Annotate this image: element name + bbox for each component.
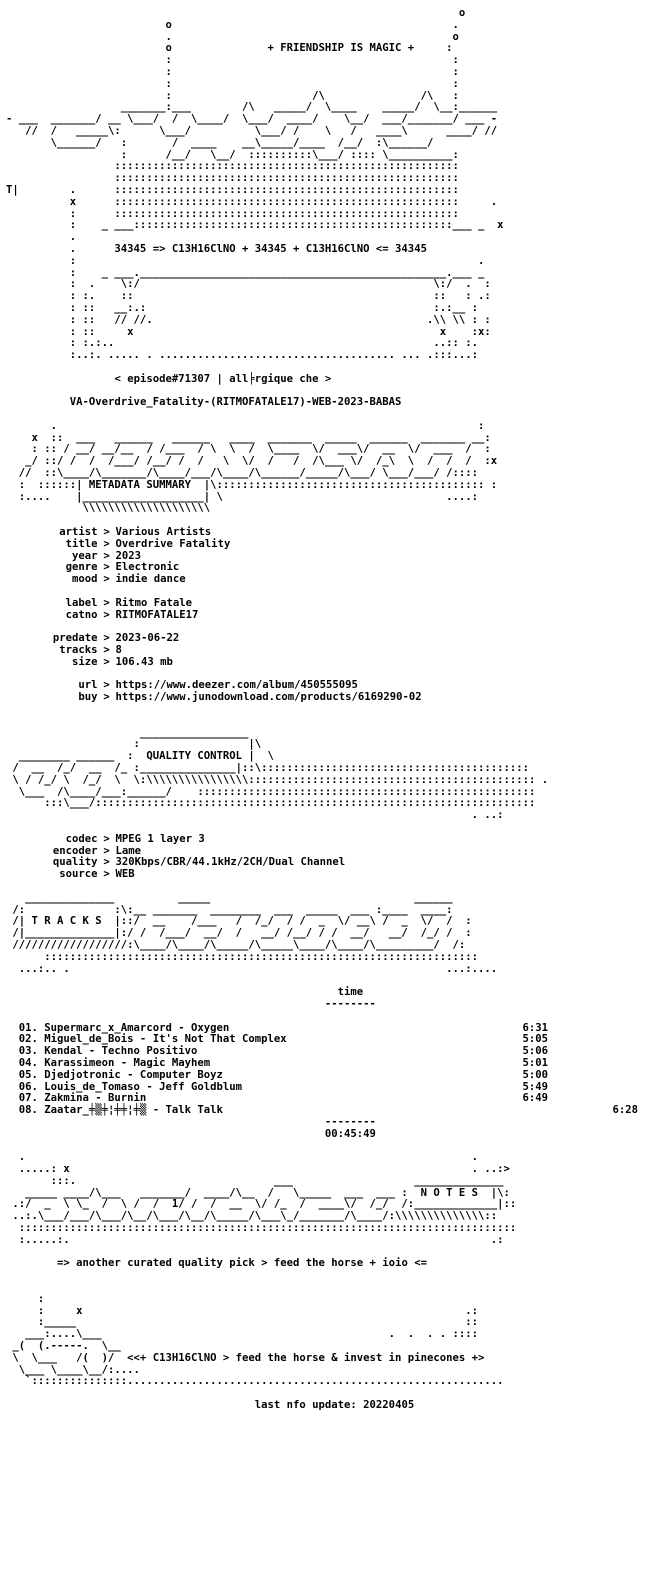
notes-art-line: ..:.\___/___/\___/\__/\___/\__/\_____/\___\_/_______/\____/:\\\\\\\\\\\\\\::	[6, 1210, 498, 1223]
track-title: 02. Miguel_de_Bois - It's Not That Complex	[6, 1033, 287, 1046]
banner-art	[6, 8, 658, 362]
banner-art-line: : :: __:.: :.:__ :	[6, 301, 478, 314]
track-row	[6, 1105, 658, 1117]
info-value: indie dance	[115, 573, 186, 586]
track-duration: 5:06	[522, 1045, 548, 1058]
metadata-art-line: _/ ::/ / / /___/ /__/ / / \ \/ / / /\___ \/ /_\ \ / / / :x	[6, 455, 498, 468]
info-value: 8	[115, 644, 122, 657]
info-value: 320Kbps/CBR/44.1kHz/2CH/Dual Channel	[115, 856, 346, 869]
info-value: 2023-06-22	[115, 632, 180, 645]
track-row	[6, 1070, 658, 1082]
info-separator: >	[103, 596, 110, 609]
info-separator: >	[103, 537, 110, 550]
info-key: size	[72, 655, 98, 668]
info-value: MPEG 1 layer 3	[115, 832, 205, 845]
metadata-art	[6, 421, 658, 515]
metadata-art-line: // ::\____/\_______/\____/___/\____/\______/_____/\___/ \___/___/ /::::	[6, 467, 478, 480]
notes-text: => another curated quality pick > feed the horse + ioio <=	[57, 1257, 427, 1270]
info-separator: >	[103, 644, 110, 657]
time-rule-text: --------	[324, 997, 376, 1010]
total-time-value: 00:45:49	[324, 1127, 376, 1140]
quality-art-line: : |\	[6, 738, 262, 751]
info-value: Overdrive Fatality	[115, 537, 231, 550]
banner-art-line: : :	[6, 65, 459, 78]
banner-art-line: : :	[6, 77, 459, 90]
banner-art-line: : :: // //. .\\ \\ : :	[6, 313, 491, 326]
footer-art	[6, 1294, 658, 1388]
info-separator: >	[103, 844, 110, 857]
notes-art-line: . .	[6, 1151, 478, 1164]
info-value: 2023	[115, 549, 142, 562]
track-duration: 5:01	[522, 1056, 548, 1069]
tracks-art-line: //////////////////:\____/\____/\_____/\_____\____/\____/\_________/ /:	[6, 938, 466, 951]
info-separator: >	[103, 526, 110, 539]
track-list	[6, 1023, 658, 1117]
info-key: buy	[78, 691, 98, 704]
quality-art-line: \___ /\____/___:______/ :::::::::::::::::::::::::::::::::::::::::::::::::::::	[6, 785, 536, 798]
track-duration: 5:49	[522, 1080, 548, 1093]
info-value: Lame	[115, 844, 142, 857]
quality-art-line: ________ ______ : QUALITY CONTROL | \	[6, 750, 274, 763]
banner-art-line: : :. :: :: : .:	[6, 290, 491, 303]
footer-art-line: : x .:	[6, 1304, 478, 1317]
track-title: 08. Zaatar_╪▒╪¦╪╪¦╪▒ - Talk Talk	[6, 1104, 223, 1117]
banner-art-line: : :.:.. ..:: :.	[6, 337, 478, 350]
notes-art-line: :::. ___ ______________	[6, 1174, 504, 1187]
banner-art-line: : /\ /\ :	[6, 89, 459, 102]
banner-art-line: . o	[6, 30, 459, 43]
banner-art-line: x :::::::::::::::::::::::::::::::::::::::::::::::::::::: .	[6, 195, 498, 208]
info-separator: >	[103, 832, 110, 845]
info-separator: >	[103, 608, 110, 621]
metadata-art-line: . :	[6, 419, 485, 432]
quality-art-line: :::\___/:::::::::::::::::::::::::::::::::::::::::::::::::::::::::::::::::::::	[6, 797, 536, 810]
track-title: 06. Louis_de_Tomaso - Jeff Goldblum	[6, 1080, 242, 1093]
info-separator: >	[103, 549, 110, 562]
info-row	[6, 574, 658, 586]
banner-art-line: : _ ___.________________________________________________.___ _	[6, 266, 485, 279]
banner-art-line: // / _____\: \___/ \___/ / \ / ____\ ____/ //	[6, 124, 498, 137]
footer-art-line: _( (.-----. \__	[6, 1340, 121, 1353]
info-key: mood	[72, 573, 98, 586]
quality-art-line: / __ /_/ __ /_ :_______________|::\::::::::::::::::::::::::::::::::::::::::::	[6, 762, 529, 774]
info-separator: >	[103, 561, 110, 574]
info-value: Electronic	[115, 561, 180, 574]
info-key: genre	[65, 561, 98, 574]
time-header-label: time	[337, 986, 364, 999]
info-row	[6, 610, 658, 622]
release-line	[6, 397, 658, 409]
info-row	[6, 598, 658, 610]
track-title: 05. Djedjotronic - Computer Boyz	[6, 1068, 223, 1081]
update-line	[6, 1400, 658, 1412]
metadata-art-line: : ::::::| METADATA SUMMARY |\:::::::::::::::::::::::::::::::::::::::::: :	[6, 478, 498, 491]
banner-art-line: ::::::::::::::::::::::::::::::::::::::::::::::::::::::	[6, 160, 459, 173]
info-key: source	[59, 868, 98, 881]
metadata-art-line: :.... |___________________| \ ....:	[6, 490, 478, 503]
track-duration: 5:00	[522, 1068, 548, 1081]
info-key: tracks	[59, 644, 98, 657]
track-duration: 6:28	[612, 1104, 638, 1117]
banner-art-line: T| . ::::::::::::::::::::::::::::::::::::::::::::::::::::::	[6, 183, 459, 196]
quality-art-line: . ..:	[6, 809, 504, 822]
notes-art-line: :.....:. .:	[6, 1233, 504, 1246]
metadata-art-line: \\\\\\\\\\\\\\\\\\\\	[6, 502, 211, 515]
footer-art-line: ___:....\___ . . . . ::::	[6, 1328, 478, 1341]
banner-art-line: .	[6, 231, 77, 244]
info-value[interactable]: https://www.deezer.com/album/450555095	[115, 679, 358, 692]
info-separator: >	[103, 655, 110, 668]
release-name: VA-Overdrive_Fatality-(RITMOFATALE17)-WEB-2023-BABAS	[69, 396, 402, 409]
info-separator: >	[103, 868, 110, 881]
track-duration: 6:31	[522, 1021, 548, 1034]
info-value: Various Artists	[115, 526, 212, 539]
episode-text: < episode#71307 | all╞rgique che >	[114, 372, 332, 385]
banner-art-line: ::::::::::::::::::::::::::::::::::::::::::::::::::::::	[6, 172, 459, 185]
time-rule	[6, 999, 658, 1011]
tracks-art-line: ...:.. . ...:....	[6, 962, 498, 975]
info-separator: >	[103, 691, 110, 704]
banner-art-line: o + FRIENDSHIP IS MAGIC + :	[6, 42, 453, 55]
banner-art-line: \______/ : / ____ __\_____/____ /__/ :\______/	[6, 136, 434, 149]
tracks-art	[6, 893, 658, 976]
banner-art-line: : _ ___::::::::::::::::::::::::::::::::::::::::::::::::::___ _ x	[6, 219, 504, 232]
info-separator: >	[103, 573, 110, 586]
banner-art-line: :..:. ..... . ..................................... ... .:::...:	[6, 349, 478, 362]
notes-art	[6, 1152, 658, 1246]
info-key: url	[78, 679, 98, 692]
footer-art-line: `:::::::::::::::...........................................................	[6, 1375, 504, 1388]
track-duration: 5:05	[522, 1033, 548, 1046]
notes-art-line: .:/ _ \ \_ / \ / / 1/ / / __ \/ /_ / ____\/ /_/ /:_____________|::	[6, 1198, 517, 1211]
episode-line	[6, 374, 658, 386]
update-text: last nfo update: 20220405	[254, 1399, 415, 1412]
quality-art-line: _________________	[6, 726, 249, 739]
tracks-art-line: ______________ _____ ______	[6, 891, 453, 904]
banner-art-line: o	[6, 8, 466, 19]
banner-art-line: : :: x x :x:	[6, 325, 491, 338]
total-time	[6, 1129, 658, 1141]
info-key: year	[72, 549, 98, 562]
track-duration: 6:49	[522, 1092, 548, 1105]
footer-art-line: :	[6, 1292, 45, 1305]
banner-art-line: . 34345 => C13H16ClNO + 34345 + C13H16ClNO <= 34345	[6, 242, 427, 255]
info-key: catno	[65, 608, 98, 621]
footer-art-line: :_____ ::	[6, 1316, 478, 1329]
banner-art-line: _______:___ /\ _____/ \____ _____/ \__:______	[6, 101, 498, 114]
info-row	[6, 692, 658, 704]
quality-art	[6, 728, 658, 822]
footer-art-line: \ \___ /( )/ <<+ C13H16ClNO > feed the horse & invest in pinecones +>	[6, 1351, 485, 1364]
banner-art-line: : :	[6, 54, 459, 67]
info-key: codec	[65, 832, 98, 845]
notes-art-line: _____ ____/\___ _______/ ____/\__ / \_____ ___ ___ : N O T E S |\:	[6, 1186, 510, 1199]
track-title: 01. Supermarc_x_Amarcord - Oxygen	[6, 1021, 230, 1034]
track-title: 04. Karassimeon - Magic Mayhem	[6, 1056, 211, 1069]
info-key: encoder	[52, 844, 98, 857]
info-separator: >	[103, 632, 110, 645]
banner-art-line: - ___ _______/ __ \___/ / \____/ \___/ ____/ \__/ ___/_______/ ___ -	[6, 113, 498, 126]
notes-art-line: ::::::::::::::::::::::::::::::::::::::::::::::::::::::::::::::::::::::::::::::	[6, 1222, 517, 1235]
info-row	[6, 657, 658, 669]
banner-art-line: : /__/ \__/ ::::::::::\___/ :::: \__________:	[6, 148, 459, 161]
info-key: artist	[59, 526, 98, 539]
tracks-art-line: /: :\:__ _______ ________ ___ _____ ___ :____ ____:	[6, 903, 453, 916]
footer-art-line: \___ \____\__/:....	[6, 1363, 140, 1376]
metadata-art-line: : :: / __/ __/__ / /___ / \ \ / \____ \/ ___\/ __ \/ ___ / :	[6, 443, 491, 456]
info-key: predate	[52, 632, 98, 645]
notes-art-line: .....: x . ..:>	[6, 1163, 510, 1176]
info-key: label	[65, 596, 98, 609]
info-value[interactable]: https://www.junodownload.com/products/6169290-02	[115, 691, 422, 704]
info-key: title	[65, 537, 98, 550]
track-title: 03. Kendal - Techno Positivo	[6, 1045, 198, 1058]
metadata-list	[6, 527, 658, 704]
info-row	[6, 834, 658, 846]
info-value: RITMOFATALE17	[115, 608, 199, 621]
nfo-document	[6, 8, 658, 1412]
banner-art-line: : . \:/ \:/ . :	[6, 278, 491, 291]
info-value: 106.43 mb	[115, 655, 173, 668]
tracks-art-line: /| T R A C K S |::/ __ /___ / /_/ / / _ \/ __\ / _ \/ / :	[6, 915, 472, 928]
track-row	[6, 1058, 658, 1070]
info-value: WEB	[115, 868, 135, 881]
tracks-art-line: ::::::::::::::::::::::::::::::::::::::::::::::::::::::::::::::::::::	[6, 950, 478, 963]
info-row	[6, 539, 658, 551]
info-key: quality	[52, 856, 98, 869]
info-value: Ritmo Fatale	[115, 596, 193, 609]
tracks-art-line: /|______________|:/ / /___/ __/ / __/ /__/ / / __/ __/ /_/ / :	[6, 927, 472, 940]
quality-list	[6, 834, 658, 881]
quality-art-line: \ / /_/ \ /_/ \ \:\\\\\\\\\\\\\\\\::::::::::::::::::::::::::::::::::::::::::::: .	[6, 773, 549, 786]
info-row	[6, 869, 658, 881]
info-separator: >	[103, 679, 110, 692]
metadata-art-line: x :: ___ ______ ______ ____ _______ _____ ______ _______ __:	[6, 431, 491, 444]
info-separator: >	[103, 856, 110, 869]
total-rule-text: --------	[324, 1115, 376, 1128]
notes-line	[6, 1258, 658, 1270]
banner-art-line: : .	[6, 254, 485, 267]
banner-art-line: : ::::::::::::::::::::::::::::::::::::::::::::::::::::::	[6, 207, 459, 220]
banner-art-line: o .	[6, 18, 459, 31]
track-title: 07. Zakmina - Burnin	[6, 1092, 147, 1105]
